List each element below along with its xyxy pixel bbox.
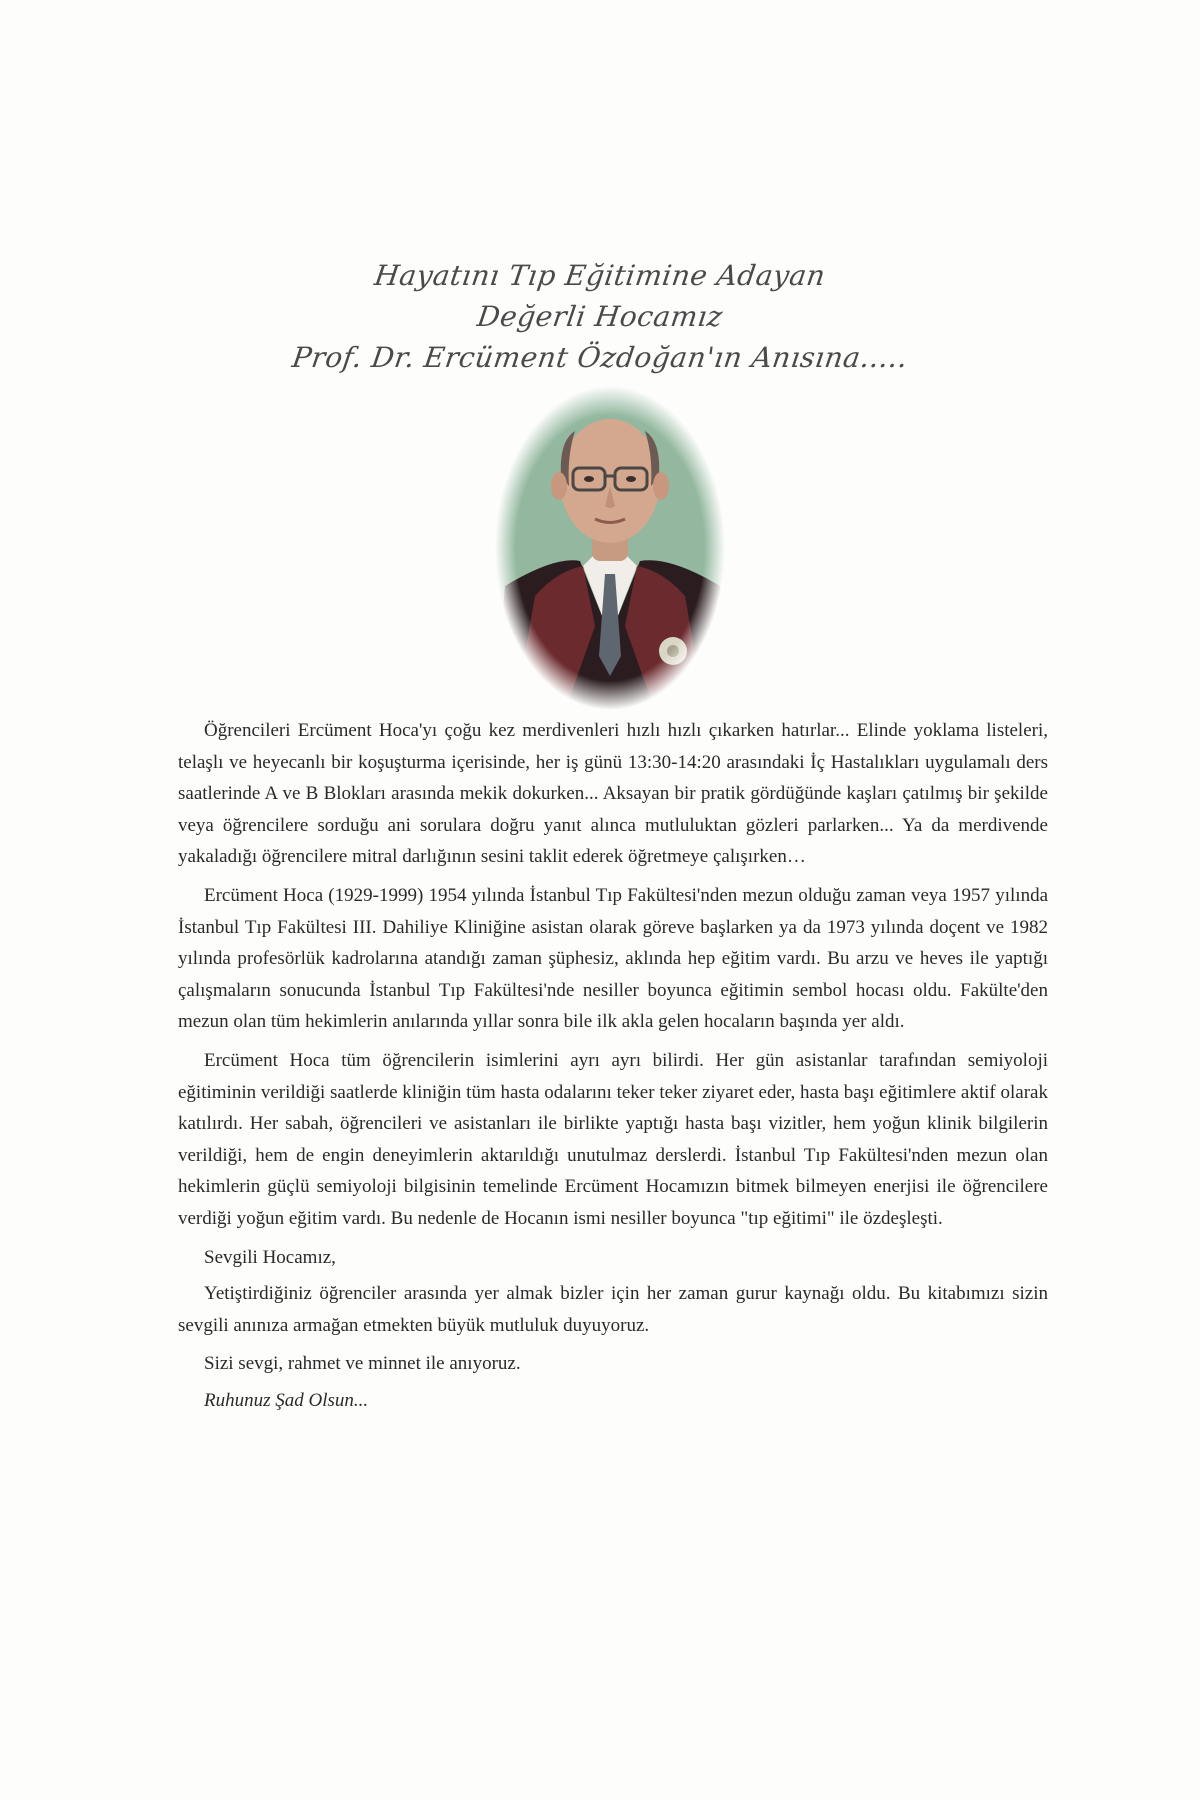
dedication-heading: [200, 255, 1000, 378]
heading-line-1: Hayatını Tıp Eğitimine Adayan: [372, 259, 828, 292]
heading-line-2: Değerli Hocamız: [475, 300, 725, 333]
remembrance-line: Sizi sevgi, rahmet ve minnet ile anıyoruz.: [204, 1353, 521, 1375]
paragraph-3: Ercüment Hoca tüm öğrencilerin isimlerini ayrı ayrı bilirdi. Her gün asistanlar tarafından semiyoloji eğitiminin verildiği saatlerde kliniğin tüm hasta odalarını teker teker ziyaret eder, hasta başı eğitimlere aktif olarak katılırdı. Her sabah, öğrencileri ve asistanları ile birlikte yaptığı hasta başı vizitler, hem yoğun klinik bilgilerin verildiği, hem de engin deneyimlerin aktarıldığı unutulmaz derslerdi. İstanbul Tıp Fakültesi'nden mezun olan hekimlerin güçlü semiyoloji bilgisinin temelinde Ercüment Hocamızın bitmek bilmeyen enerjisi ile öğrencilere verdiği yoğun eğitim vardı. Bu nedenle de Hocanın ismi nesiller boyunca "tıp eğitimi" ile özdeşleşti.: [178, 1049, 1048, 1229]
portrait-photo: [495, 386, 725, 711]
memorial-text: [178, 715, 1048, 1423]
portrait-photo-icon: [495, 386, 725, 711]
closing-line: Ruhunuz Şad Olsun...: [204, 1389, 369, 1411]
paragraph-4: Yetiştirdiğiniz öğrenciler arasında yer almak bizler için her zaman gurur kaynağı oldu. Bu kitabımızı sizin sevgili anınıza armağan etmekten büyük mutluluk duyuyoruz.: [178, 1283, 1048, 1336]
heading-line-3: Prof. Dr. Ercüment Özdoğan'ın Anısına.....: [290, 341, 910, 374]
salutation: Sevgili Hocamız,: [204, 1246, 336, 1268]
paragraph-1: Öğrencileri Ercüment Hoca'yı çoğu kez merdivenleri hızlı hızlı çıkarken hatırlar... Elinde yoklama listeleri, telaşlı ve heyecanlı bir koşuşturma içerisinde, her iş günü 13:30-14:20 arasındaki İç Hastalıkları uygulamalı ders saatlerinde A ve B Blokları arasında mekik dokurken... Aksayan bir pratik gördüğünde kaşları çatılmış bir şekilde veya öğrencilere sorduğu ani sorulara doğru yanıt alınca mutluluktan gözleri parlarken... Ya da merdivende yakaladığı öğrencilere mitral darlığının sesini taklit ederek öğretmeye çalışırken…: [178, 720, 1048, 868]
paragraph-2: Ercüment Hoca (1929-1999) 1954 yılında İstanbul Tıp Fakültesi'nden mezun olduğu zaman veya 1957 yılında İstanbul Tıp Fakültesi III. Dahiliye Kliniğine asistan olarak göreve başlarken ya da 1973 yılında doçent ve 1982 yılında profesörlük kadrolarına atandığı zaman şüphesiz, aklında hep eğitim vardı. Bu arzu ve heves ile yaptığı çalışmaların sonucunda İstanbul Tıp Fakültesi'nde nesiller boyunca eğitimin sembol hocası oldu. Fakülte'den mezun olan tüm hekimlerin anılarında yıllar sonra bile ilk akla gelen hocaların başında yer aldı.: [178, 884, 1048, 1033]
